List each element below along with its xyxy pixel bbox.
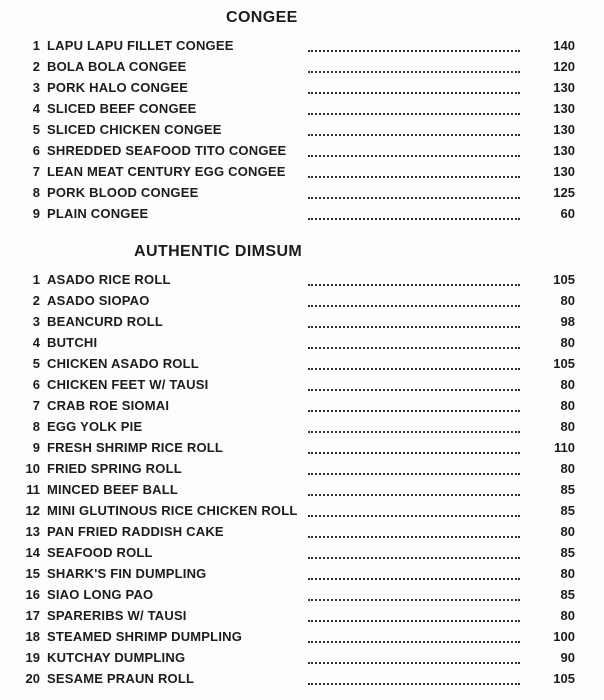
- item-name: KUTCHAY DUMPLING: [47, 650, 186, 665]
- menu-item-row: [0, 290, 604, 311]
- item-number: 13: [25, 524, 40, 539]
- item-number: 3: [32, 80, 40, 95]
- menu-item-row: [0, 332, 604, 353]
- menu-item-row: [0, 521, 604, 542]
- dotted-leader: [308, 379, 520, 391]
- item-name: SHREDDED SEAFOOD TITO CONGEE: [47, 143, 287, 158]
- menu-item-row: [0, 35, 604, 56]
- menu-item-row: [0, 56, 604, 77]
- dotted-leader: [308, 274, 520, 286]
- item-price: 98: [560, 314, 575, 329]
- item-price: 80: [560, 524, 575, 539]
- menu-item-row: [0, 161, 604, 182]
- item-name: BUTCHI: [47, 335, 98, 350]
- item-name: PORK HALO CONGEE: [47, 80, 189, 95]
- item-number: 15: [25, 566, 40, 581]
- dotted-leader: [308, 166, 520, 178]
- item-price: 85: [560, 545, 575, 560]
- section-title-authentic-dimsum: AUTHENTIC DIMSUM: [134, 243, 303, 260]
- dotted-leader: [308, 61, 520, 73]
- item-number: 5: [32, 122, 40, 137]
- menu-item-row: [0, 77, 604, 98]
- item-name: MINCED BEEF BALL: [47, 482, 179, 497]
- menu-item-row: [0, 479, 604, 500]
- menu-item-row: [0, 269, 604, 290]
- item-price: 125: [553, 185, 575, 200]
- item-name: LEAN MEAT CENTURY EGG CONGEE: [47, 164, 286, 179]
- item-number: 14: [25, 545, 40, 560]
- menu-item-row: [0, 437, 604, 458]
- dotted-leader: [308, 652, 520, 664]
- menu-item-row: [0, 647, 604, 668]
- item-name: FRIED SPRING ROLL: [47, 461, 182, 476]
- item-name: FRESH SHRIMP RICE ROLL: [47, 440, 224, 455]
- item-price: 130: [553, 164, 575, 179]
- dotted-leader: [308, 442, 520, 454]
- item-price: 100: [553, 629, 575, 644]
- dotted-leader: [308, 124, 520, 136]
- item-price: 80: [560, 377, 575, 392]
- item-price: 90: [560, 650, 575, 665]
- item-number: 2: [32, 59, 40, 74]
- item-price: 80: [560, 419, 575, 434]
- dotted-leader: [308, 358, 520, 370]
- item-name: EGG YOLK PIE: [47, 419, 143, 434]
- dotted-leader: [308, 40, 520, 52]
- menu-item-row: [0, 416, 604, 437]
- dotted-leader: [308, 631, 520, 643]
- menu-item-row: [0, 542, 604, 563]
- menu-item-row: [0, 353, 604, 374]
- item-name: PLAIN CONGEE: [47, 206, 149, 221]
- item-name: BOLA BOLA CONGEE: [47, 59, 187, 74]
- item-name: SIAO LONG PAO: [47, 587, 154, 602]
- menu-item-row: [0, 584, 604, 605]
- item-price: 60: [560, 206, 575, 221]
- item-number: 17: [25, 608, 40, 623]
- item-price: 85: [560, 587, 575, 602]
- dotted-leader: [308, 463, 520, 475]
- item-name: ASADO RICE ROLL: [47, 272, 171, 287]
- item-name: SLICED CHICKEN CONGEE: [47, 122, 222, 137]
- item-price: 130: [553, 80, 575, 95]
- dotted-leader: [308, 208, 520, 220]
- menu-item-row: [0, 140, 604, 161]
- menu-item-row: [0, 98, 604, 119]
- item-name: ASADO SIOPAO: [47, 293, 150, 308]
- menu-item-row: [0, 500, 604, 521]
- item-price: 80: [560, 608, 575, 623]
- menu-item-row: [0, 668, 604, 689]
- dotted-leader: [308, 145, 520, 157]
- dotted-leader: [308, 589, 520, 601]
- item-name: LAPU LAPU FILLET CONGEE: [47, 38, 234, 53]
- section-congee: [0, 6, 604, 224]
- dotted-leader: [308, 673, 520, 685]
- item-number: 4: [32, 101, 40, 116]
- dotted-leader: [308, 82, 520, 94]
- item-number: 12: [25, 503, 40, 518]
- item-name: PAN FRIED RADDISH CAKE: [47, 524, 224, 539]
- item-name: CHICKEN ASADO ROLL: [47, 356, 199, 371]
- item-price: 85: [560, 482, 575, 497]
- item-number: 20: [25, 671, 40, 686]
- item-name: BEANCURD ROLL: [47, 314, 163, 329]
- item-price: 105: [553, 272, 575, 287]
- item-number: 9: [32, 206, 40, 221]
- item-price: 120: [553, 59, 575, 74]
- item-name: CRAB ROE SIOMAI: [47, 398, 170, 413]
- item-number: 6: [32, 143, 40, 158]
- item-number: 4: [32, 335, 40, 350]
- item-price: 80: [560, 293, 575, 308]
- item-number: 8: [32, 419, 40, 434]
- dotted-leader: [308, 421, 520, 433]
- menu-item-row: [0, 119, 604, 140]
- dotted-leader: [308, 400, 520, 412]
- item-name: SHARK'S FIN DUMPLING: [47, 566, 207, 581]
- dotted-leader: [308, 505, 520, 517]
- item-price: 130: [553, 143, 575, 158]
- item-number: 11: [26, 482, 40, 497]
- item-price: 80: [560, 461, 575, 476]
- item-price: 130: [553, 101, 575, 116]
- item-number: 8: [32, 185, 40, 200]
- menu-item-row: [0, 182, 604, 203]
- item-number: 1: [32, 38, 40, 53]
- dotted-leader: [308, 295, 520, 307]
- item-number: 18: [25, 629, 40, 644]
- dotted-leader: [308, 337, 520, 349]
- menu-item-row: [0, 626, 604, 647]
- item-price: 80: [560, 335, 575, 350]
- dotted-leader: [308, 103, 520, 115]
- congee-item-list: [0, 35, 604, 224]
- section-authentic-dimsum: [0, 242, 604, 689]
- item-number: 2: [32, 293, 40, 308]
- item-number: 9: [32, 440, 40, 455]
- item-name: STEAMED SHRIMP DUMPLING: [47, 629, 243, 644]
- dotted-leader: [308, 316, 520, 328]
- menu-item-row: [0, 311, 604, 332]
- item-name: CHICKEN FEET W/ TAUSI: [47, 377, 209, 392]
- dotted-leader: [308, 547, 520, 559]
- menu-item-row: [0, 395, 604, 416]
- dimsum-item-list: [0, 269, 604, 689]
- item-number: 1: [32, 272, 40, 287]
- item-price: 130: [553, 122, 575, 137]
- item-price: 80: [560, 566, 575, 581]
- menu-item-row: [0, 563, 604, 584]
- item-name: PORK BLOOD CONGEE: [47, 185, 199, 200]
- item-price: 140: [553, 38, 575, 53]
- item-name: SEAFOOD ROLL: [47, 545, 153, 560]
- item-number: 7: [32, 398, 40, 413]
- item-price: 105: [553, 671, 575, 686]
- item-number: 16: [25, 587, 40, 602]
- item-name: SLICED BEEF CONGEE: [47, 101, 197, 116]
- item-number: 10: [25, 461, 40, 476]
- item-price: 85: [560, 503, 575, 518]
- dotted-leader: [308, 526, 520, 538]
- dotted-leader: [308, 568, 520, 580]
- item-name: MINI GLUTINOUS RICE CHICKEN ROLL: [47, 503, 298, 518]
- item-price: 80: [560, 398, 575, 413]
- item-name: SPARERIBS W/ TAUSI: [47, 608, 187, 623]
- item-number: 5: [32, 356, 40, 371]
- menu-item-row: [0, 374, 604, 395]
- menu-item-row: [0, 458, 604, 479]
- item-number: 7: [32, 164, 40, 179]
- section-title-congee: CONGEE: [226, 9, 298, 26]
- item-price: 110: [554, 440, 575, 455]
- item-number: 19: [25, 650, 40, 665]
- dotted-leader: [308, 187, 520, 199]
- dotted-leader: [308, 610, 520, 622]
- item-name: SESAME PRAUN ROLL: [47, 671, 195, 686]
- item-number: 6: [32, 377, 40, 392]
- menu-item-row: [0, 605, 604, 626]
- item-number: 3: [32, 314, 40, 329]
- dotted-leader: [308, 484, 520, 496]
- menu-item-row: [0, 203, 604, 224]
- item-price: 105: [553, 356, 575, 371]
